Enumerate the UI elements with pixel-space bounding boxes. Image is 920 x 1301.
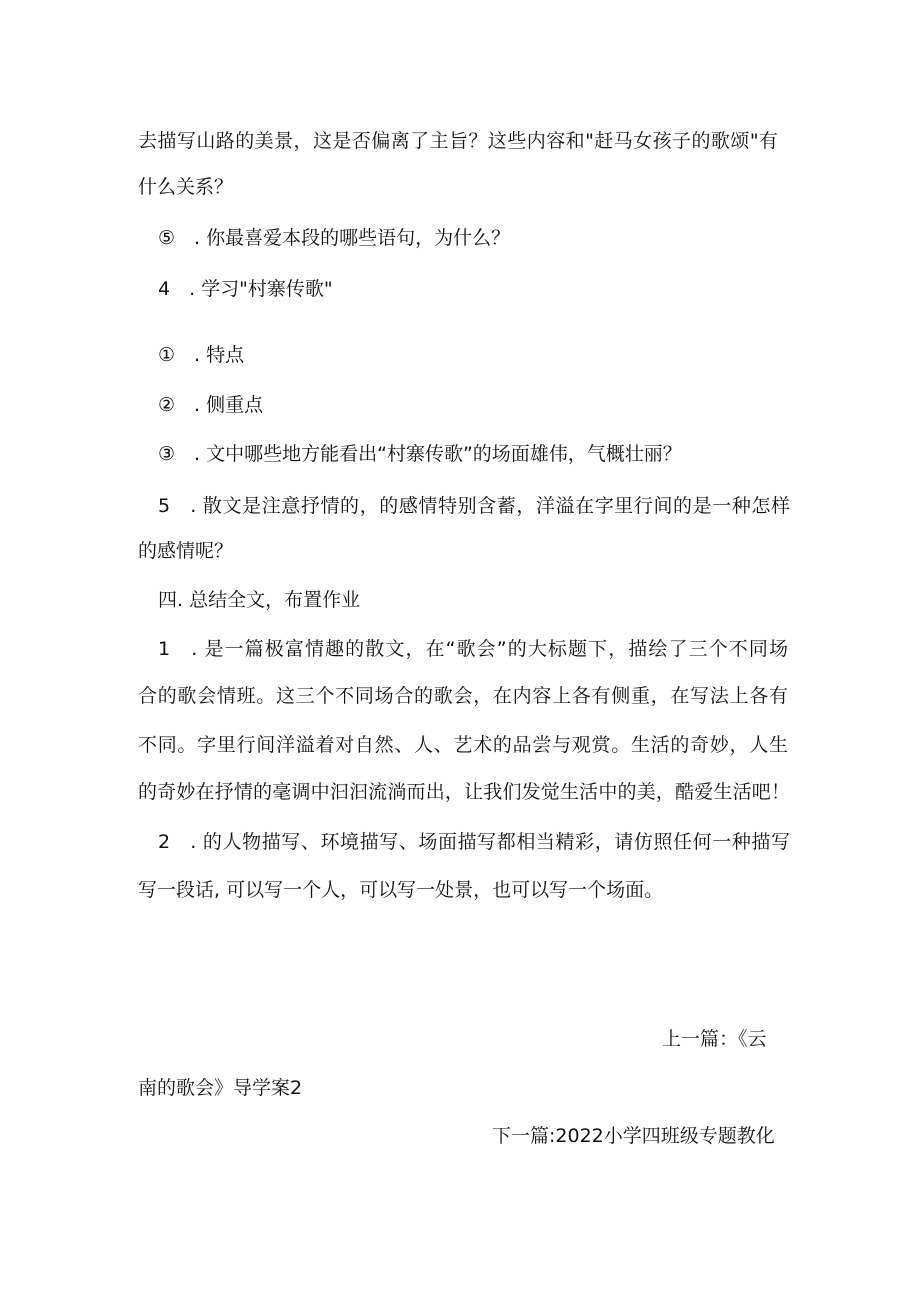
heading-item: 4 . 学习"村寨传歌" (158, 278, 333, 300)
paragraph-line: 写一段话, 可以写一个人，可以写一处景，也可以写一个场面。 (138, 879, 664, 901)
paragraph-line: 去描写山路的美景，这是否偏离了主旨？这些内容和"赶马女孩子的歌颂"有 (138, 130, 778, 152)
paragraph-line: 2 . 的人物描写、环境描写、场面描写都相当精彩，请仿照任何一种描写 (158, 831, 790, 853)
next-article-link[interactable]: 下一篇:2022小学四班级专题教化 (492, 1125, 775, 1147)
section-heading: 四. 总结全文，布置作业 (158, 589, 361, 611)
paragraph-line: 1 . 是一篇极富情趣的散文，在“歌会”的大标题下，描绘了三个不同场 (158, 638, 788, 660)
sub-item: ③ . 文中哪些地方能看出“村寨传歌”的场面雄伟，气概壮丽？ (158, 443, 682, 465)
question-item: ⑤ . 你最喜爱本段的哪些语句，为什么？ (158, 227, 511, 249)
paragraph-line: 5 . 散文是注意抒情的，的感情特别含蓄，洋溢在字里行间的是一种怎样 (158, 495, 790, 517)
paragraph-line: 的感情呢？ (138, 540, 234, 562)
prev-article-link-cont[interactable]: 南的歌会》导学案2 (138, 1077, 303, 1099)
sub-item: ① . 特点 (158, 344, 245, 366)
paragraph-line: 的奇妙在抒情的毫调中汩汩流淌而出，让我们发觉生活中的美，酷爱生活吧！ (138, 781, 790, 803)
sub-item: ② . 侧重点 (158, 394, 264, 416)
paragraph-line: 合的歌会情班。这三个不同场合的歌会，在内容上各有侧重，在写法上各有 (138, 685, 788, 707)
prev-article-link[interactable]: 上一篇：《云 (662, 1028, 767, 1050)
paragraph-line: 不同。字里行间洋溢着对自然、人、艺术的品尝与观赏。生活的奇妙，人生 (138, 734, 788, 756)
paragraph-line: 什么关系？ (138, 176, 234, 198)
